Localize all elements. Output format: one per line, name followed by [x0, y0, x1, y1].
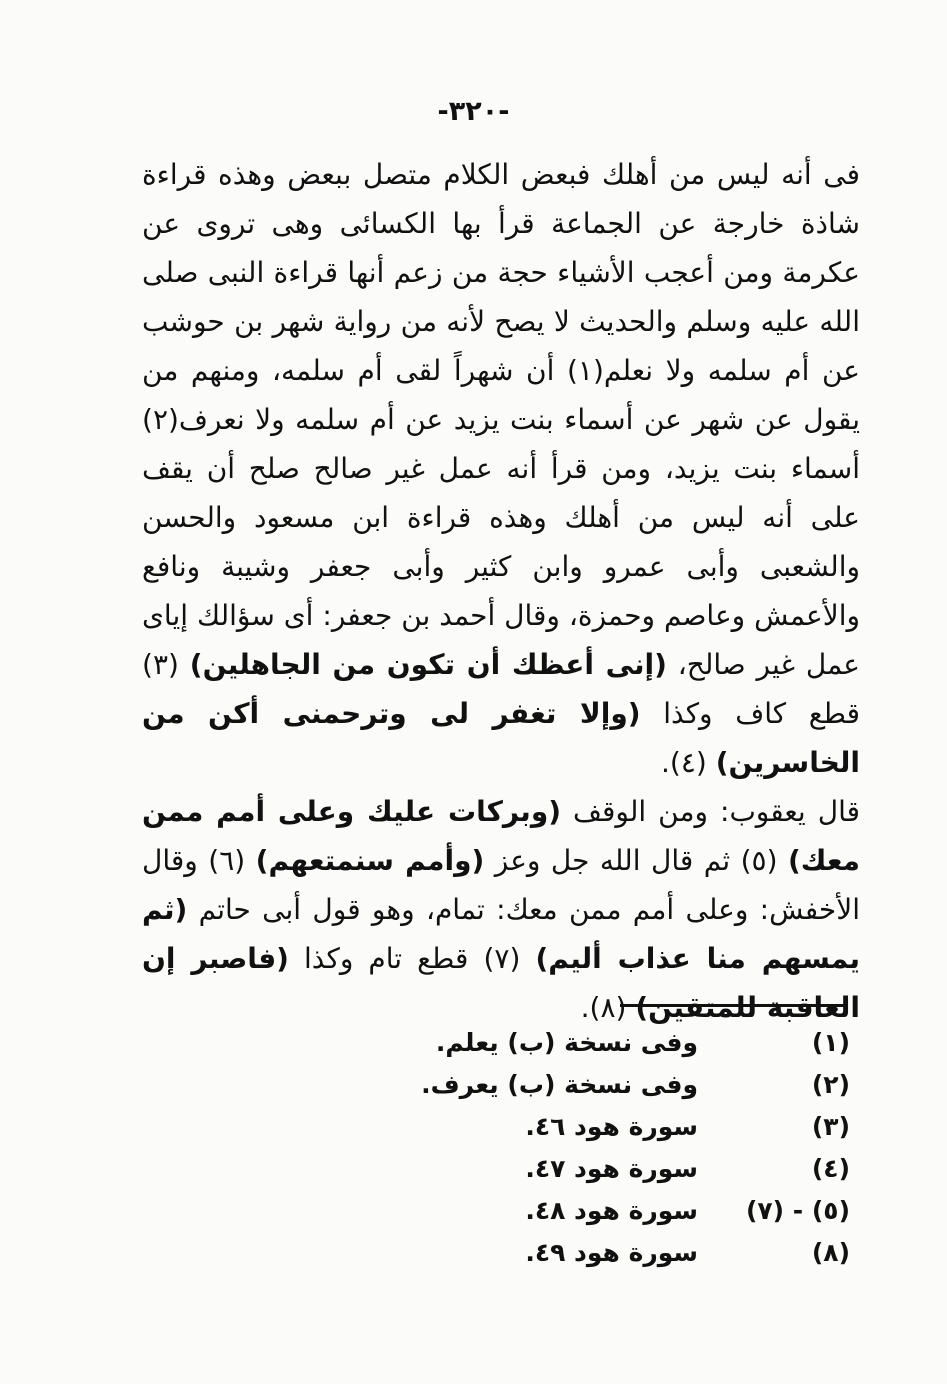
footnote-item — [400, 1022, 850, 1064]
footnote-number: (٣) — [811, 1112, 850, 1141]
text-segment: (٥) ثم قال الله جل وعز — [484, 844, 788, 877]
text-segment: (٨). — [580, 991, 636, 1024]
footnote-number: (٨) — [811, 1238, 850, 1267]
text-segment: فى أنه ليس من أهلك فبعض الكلام متصل ببعض وهذه قراءة شاذة خارجة عن الجماعة قرأ بها الكسائى وهى تروى عن عكرمة ومن أعجب الأشياء حجة من زعم أنها قراءة النبى صلى الله عليه وسلم والحديث لا يصح لأنه من رواية شهر بن حوشب عن أم سلمه ولا نعلم(١) أن شهراً لقى أم سلمه، ومنهم من يقول عن شهر عن أسماء بنت يزيد عن أم سلمه ولا نعرف(٢) أسماء بنت يزيد، ومن قرأ أنه عمل غير صالح صلح أن يقف على أنه ليس من أهلك وهذه قراءة ابن مسعود والحسن والشعبى وأبى عمرو وابن كثير وأبى جعفر وشيبة ونافع والأعمش وعاصم وحمزة، وقال أحمد بن جعفر: أى سؤالك إياى عمل غير صالح، — [142, 158, 861, 681]
page-number: -٣٢٠- — [437, 96, 510, 127]
footnote-item — [400, 1232, 850, 1274]
footnote-item — [400, 1106, 850, 1148]
quran-quote: (وإلا تغفر لى وترحمنى أكن من الخاسرين) — [142, 697, 860, 779]
footnote-text: سورة هود ٤٦. — [525, 1112, 698, 1141]
text-segment: (٧) قطع تام وكذا — [288, 942, 536, 975]
footnote-number: (٢) — [811, 1070, 850, 1099]
paragraph — [142, 787, 860, 1032]
footnote-text: وفى نسخة (ب) يعلم. — [435, 1028, 698, 1057]
text-segment: (٤). — [661, 746, 716, 779]
footnote-text: وفى نسخة (ب) يعرف. — [421, 1070, 698, 1099]
footnote-text: سورة هود ٤٩. — [525, 1238, 698, 1267]
footnote-number: (١) — [811, 1028, 850, 1057]
quran-quote: (ثم يمسهم منا عذاب أليم) — [142, 893, 861, 975]
footnote-item — [400, 1064, 850, 1106]
quran-quote: (وبركات عليك وعلى أمم ممن معك) — [142, 795, 861, 877]
footnotes — [400, 1022, 850, 1274]
text-segment: قال يعقوب: ومن الوقف — [561, 795, 860, 828]
footnote-item — [400, 1190, 850, 1232]
footnote-divider — [620, 1004, 845, 1007]
text-segment: (٦) وقال الأخفش: وعلى أمم ممن معك: تمام، وهو قول أبى حاتم — [142, 844, 860, 926]
main-text — [142, 150, 860, 1032]
quran-quote: (وأمم سنمتعهم) — [255, 844, 485, 877]
footnote-text: سورة هود ٤٧. — [525, 1154, 698, 1183]
footnote-number: (٥) - (٧) — [745, 1196, 850, 1225]
paragraph — [142, 150, 860, 787]
text-segment: (٣) قطع كاف وكذا — [142, 648, 861, 730]
footnote-number: (٤) — [811, 1154, 850, 1183]
quran-quote: (فاصبر إن العاقبة للمتقين) — [142, 942, 860, 1024]
quran-quote: (إنى أعظك أن تكون من الجاهلين) — [189, 648, 667, 681]
footnote-text: سورة هود ٤٨. — [525, 1196, 698, 1225]
footnote-item — [400, 1148, 850, 1190]
